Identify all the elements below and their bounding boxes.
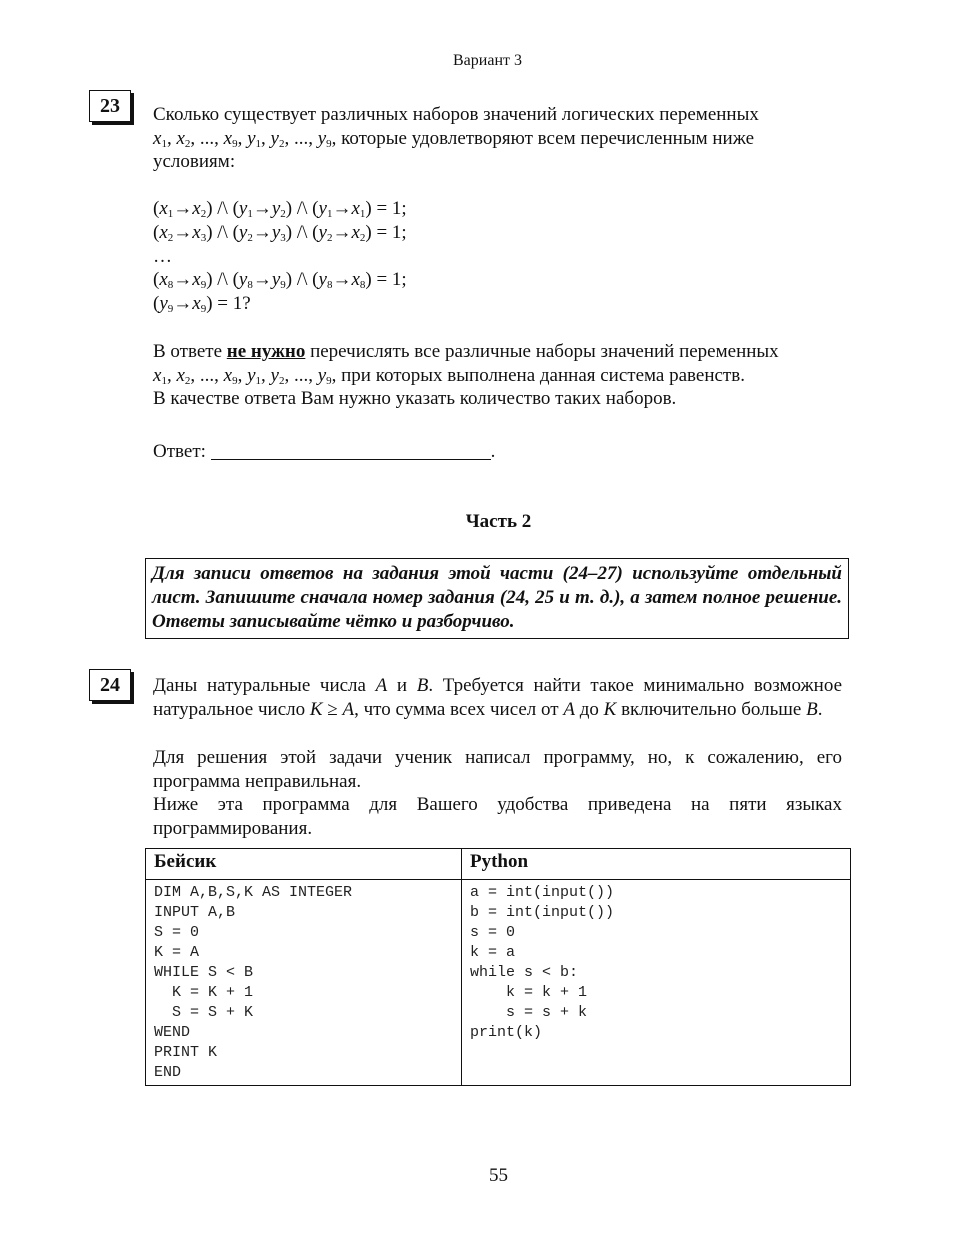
task-number-box-23: 23 — [89, 90, 131, 122]
task-number-box-24: 24 — [89, 669, 131, 701]
equation-last: $(y_9\to x_9) = 1$? — [153, 293, 251, 315]
python-code: a = int(input()) b = int(input()) s = 0 k = a while s < b: k = k + 1 s = s + k print(k) — [470, 884, 615, 1041]
header-python: Python — [462, 849, 851, 880]
basic-code-cell — [146, 880, 462, 1086]
task24-paragraph-2: Для решения этой задачи ученик написал программу, но, к сожалению, его программа неправильная. — [153, 747, 842, 792]
equation-2: $(x_2\to x_3)$ /\ $(y_2\to y_3)$ /\ $(y_2\to x_2) = 1$; — [153, 222, 407, 244]
answer-line: Ответ: . — [153, 441, 496, 462]
task24-paragraph-3: Ниже эта программа для Вашего удобства приведена на пяти языках программирования. — [153, 794, 842, 839]
part-2-instructions: Для записи ответов на задания этой части (24–27) используйте отдельный лист. Запишите сначала номер задания (24, 25 и т. д.), а затем полное решение. Ответы записывайте чётко и разборчиво. — [145, 558, 849, 639]
task23-note: В ответе не нужно перечислять все различные наборы значений переменных $x_1$, $x_2$, ..., $x_9$, $y_1$, $y_2$, ..., $y_9$, при которых выполнена данная система равенств. В качестве ответа Вам нужно указать количество таких наборов. — [153, 341, 779, 409]
basic-code: DIM A,B,S,K AS INTEGER INPUT A,B S = 0 K = A WHILE S < B K = K + 1 S = S + K WEND PRINT K END — [154, 884, 353, 1081]
header-basic: Бейсик — [146, 849, 462, 880]
task24-statement: Даны натуральные числа A и B. Требуется найти такое минимально возможное натуральное число K ≥ A, что сумма всех чисел от A до K включительно больше B. — [153, 675, 843, 720]
part-2-title: Часть 2 — [465, 511, 532, 532]
answer-field[interactable] — [211, 440, 491, 460]
equation-1: $(x_1\to x_2)$ /\ $(y_1\to y_2)$ /\ $(y_1\to x_1) = 1$; — [153, 198, 407, 220]
task23-question-line1: Сколько существует различных наборов значений логических переменных — [153, 104, 759, 125]
emphasis-not-needed: не нужно — [226, 341, 306, 362]
equation-ellipsis: … — [153, 246, 172, 267]
task23-question: Сколько существует различных наборов значений логических переменных $x_1$, $x_2$, ..., $x_9$, $y_1$, $y_2$, ..., $y_9$, которые удовлетворяют всем перечисленным ниже условиям: — [153, 104, 759, 172]
page-number: 55 — [489, 1165, 508, 1186]
code-table — [145, 848, 851, 1086]
python-code-cell — [462, 880, 851, 1086]
answer-label: Ответ: — [153, 441, 211, 462]
page-header: Вариант 3 — [453, 52, 522, 69]
equation-8: $(x_8\to x_9)$ /\ $(y_8\to y_9)$ /\ $(y_8\to x_8) = 1$; — [153, 269, 407, 291]
